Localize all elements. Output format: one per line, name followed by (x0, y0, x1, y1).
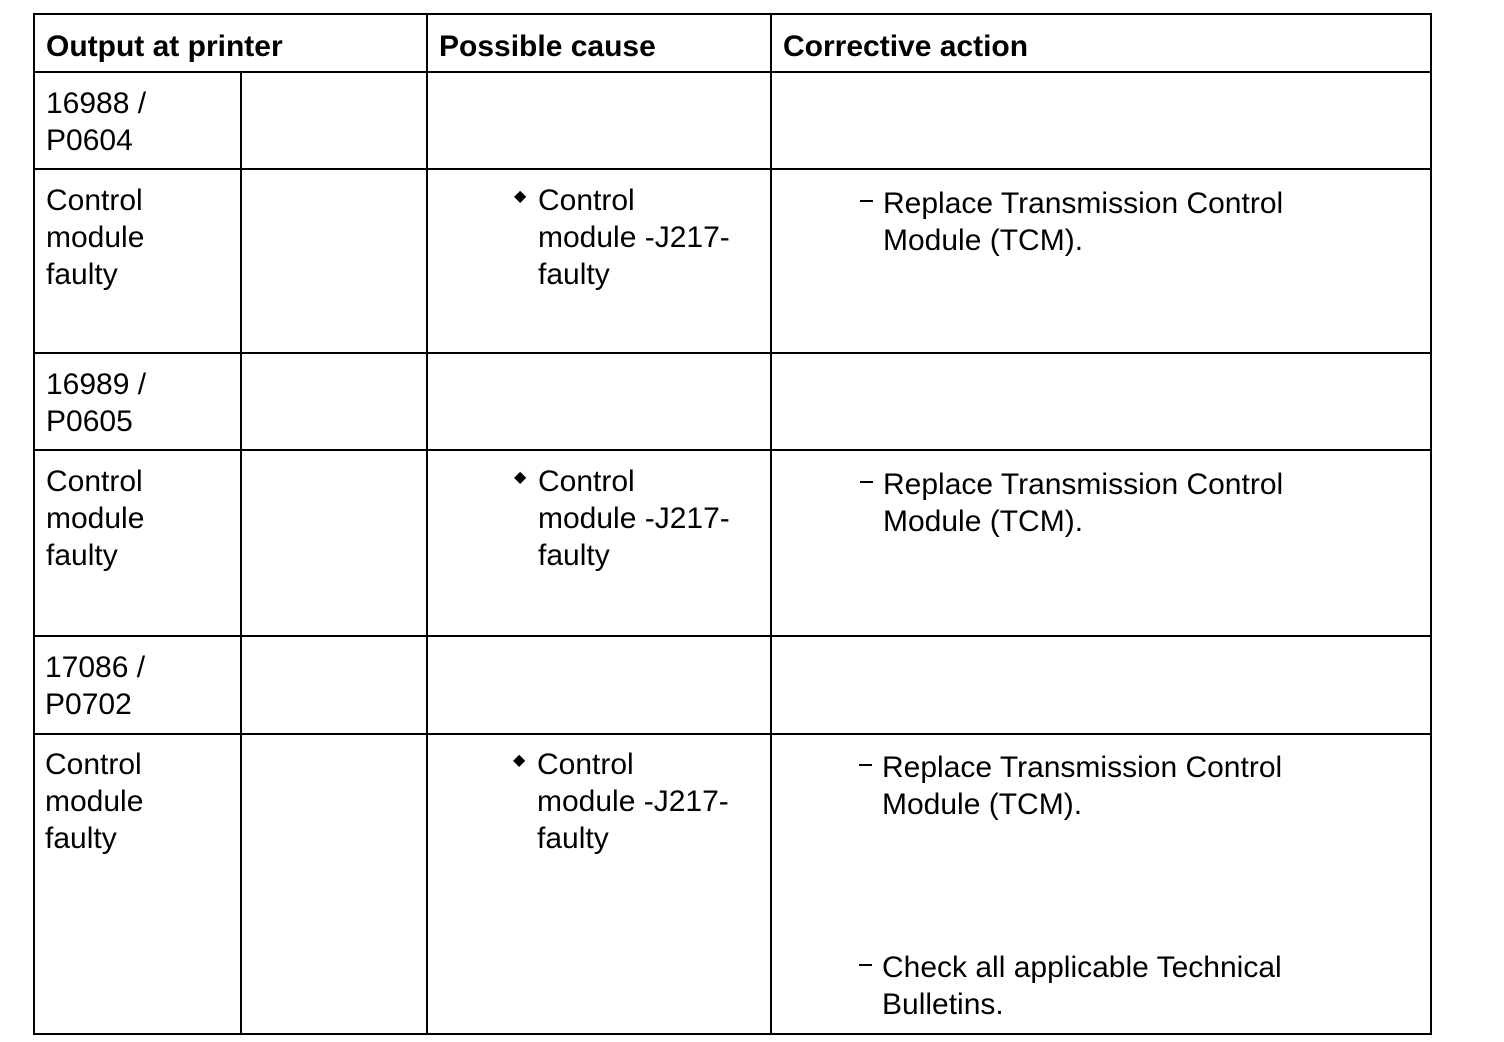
row-divider (33, 352, 1432, 354)
diagnostic-table (33, 13, 1432, 1035)
header-corrective-action: Corrective action (783, 30, 1029, 63)
header-divider (33, 71, 1432, 73)
column-divider (770, 13, 772, 1035)
column-divider (240, 71, 242, 1035)
row-divider (33, 733, 1432, 735)
fault-code: 17086 / P0702 (45, 651, 146, 721)
row-divider (33, 168, 1432, 170)
table-border-bottom (33, 1033, 1432, 1035)
corrective-action: Replace Transmission Control Module (TCM). (883, 468, 1284, 538)
corrective-action: Replace Transmission Control Module (TCM). (883, 187, 1284, 257)
possible-cause: Control module -J217- faulty (537, 748, 729, 855)
dash-icon (860, 200, 873, 202)
column-divider (426, 13, 428, 1035)
fault-code: 16989 / P0605 (46, 368, 147, 438)
bullet-icon: ◆ (514, 188, 527, 205)
row-divider (33, 635, 1432, 637)
table-border-left (33, 13, 35, 1035)
corrective-action: Replace Transmission Control Module (TCM). (882, 751, 1283, 821)
dash-icon (859, 764, 872, 766)
dash-icon (859, 964, 872, 966)
fault-description: Control module faulty (46, 184, 145, 291)
corrective-action: Check all applicable Technical Bulletins. (882, 951, 1282, 1021)
table-border-right (1430, 13, 1432, 1035)
dash-icon (860, 481, 873, 483)
fault-code: 16988 / P0604 (46, 87, 147, 157)
table-border-top (33, 13, 1432, 15)
possible-cause: Control module -J217- faulty (538, 184, 730, 291)
bullet-icon: ◆ (514, 469, 527, 486)
header-possible-cause: Possible cause (439, 30, 656, 63)
fault-description: Control module faulty (46, 465, 145, 572)
row-divider (33, 449, 1432, 451)
possible-cause: Control module -J217- faulty (538, 465, 730, 572)
fault-description: Control module faulty (45, 748, 144, 855)
header-output-at-printer: Output at printer (46, 30, 283, 63)
bullet-icon: ◆ (513, 752, 526, 769)
